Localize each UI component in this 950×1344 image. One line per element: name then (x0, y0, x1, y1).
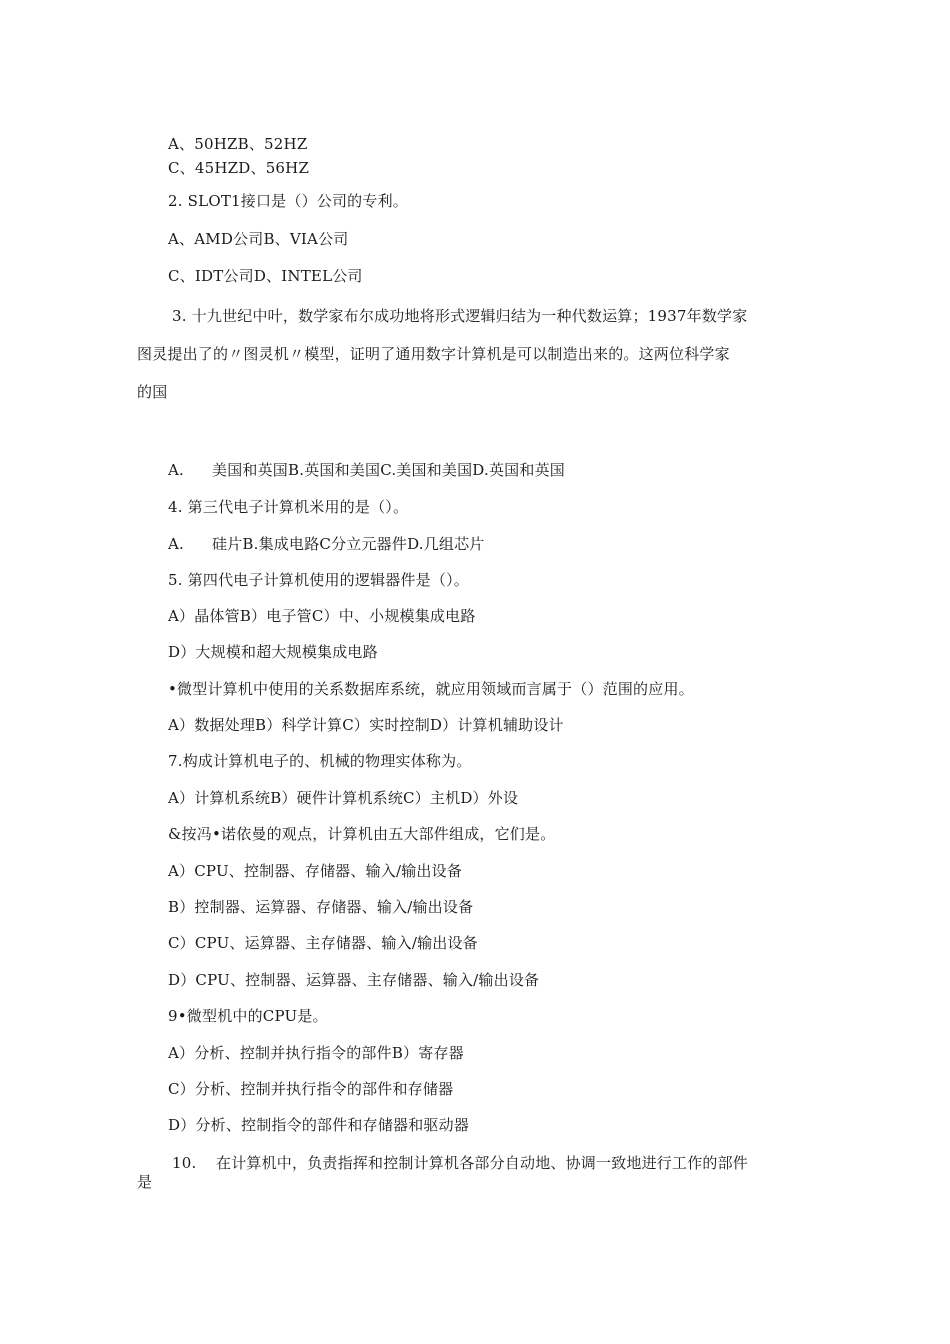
q5-stem: 5. 第四代电子计算机使用的逻辑器件是（）。 (168, 571, 469, 589)
q10-stem-line2: 是 (137, 1173, 153, 1191)
q4-option-label: A. (168, 535, 185, 553)
q8-stem: &按冯•诺依曼的观点，计算机由五大部件组成，它们是。 (168, 825, 556, 843)
q3-stem-line2: 图灵提出了的〃图灵机〃模型，证明了通用数字计算机是可以制造出来的。这两位科学家 (137, 345, 730, 363)
q3-stem-line1: 3. 十九世纪中叶，数学家布尔成功地将形式逻辑归结为一种代数运算；1937年数学家 (172, 307, 748, 325)
q10-stem-line1 (172, 1153, 748, 1173)
q5-option-d: D）大规模和超大规模集成电路 (168, 643, 378, 661)
q10-number: 10. (172, 1154, 197, 1172)
q4-options-text: 硅片B.集成电路C分立元器件D.几组芯片 (212, 535, 485, 553)
q3-options-text: 美国和英国B.英国和美国C.美国和美国D.英国和英国 (212, 461, 565, 479)
q4-options (168, 534, 485, 554)
q1-options-cd: C、45HZD、56HZ (168, 159, 310, 177)
q9-stem: 9•微型机中的CPU是。 (168, 1007, 328, 1025)
q5-options-abc: A）晶体管B）电子管C）中、小规模集成电路 (168, 607, 476, 625)
q2-stem: 2. SLOT1接口是（）公司的专利。 (168, 192, 408, 210)
q3-stem-line3: 的国 (137, 383, 168, 401)
q9-option-c: C）分析、控制并执行指令的部件和存储器 (168, 1080, 454, 1098)
q9-options-ab: A）分析、控制并执行指令的部件B）寄存器 (168, 1044, 464, 1062)
q9-option-d: D）分析、控制指令的部件和存储器和驱动器 (168, 1116, 470, 1134)
q10-stem-text: 在计算机中，负责指挥和控制计算机各部分自动地、协调一致地进行工作的部件 (216, 1154, 749, 1172)
q8-option-c: C）CPU、运算器、主存储器、输入/输出设备 (168, 934, 478, 952)
q6-options: A）数据处理B）科学计算C）实时控制D）计算机辅助设计 (168, 716, 564, 734)
q8-option-d: D）CPU、控制器、运算器、主存储器、输入/输出设备 (168, 971, 540, 989)
q1-options-ab: A、50HZB、52HZ (168, 135, 308, 153)
q6-stem: •微型计算机中使用的关系数据库系统，就应用领域而言属于（）范围的应用。 (168, 680, 694, 698)
q3-option-label: A. (168, 461, 185, 479)
q7-stem: 7.构成计算机电子的、机械的物理实体称为。 (168, 752, 472, 770)
q7-options: A）计算机系统B）硬件计算机系统C）主机D）外设 (168, 789, 519, 807)
q2-options-ab: A、AMD公司B、VIA公司 (168, 230, 349, 248)
q3-options (168, 460, 565, 480)
q8-option-a: A）CPU、控制器、存储器、输入/输出设备 (168, 862, 463, 880)
q4-stem: 4. 第三代电子计算机米用的是（）。 (168, 498, 409, 516)
q2-options-cd: C、IDT公司D、INTEL公司 (168, 267, 363, 285)
q8-option-b: B）控制器、运算器、存储器、输入/输出设备 (168, 898, 474, 916)
